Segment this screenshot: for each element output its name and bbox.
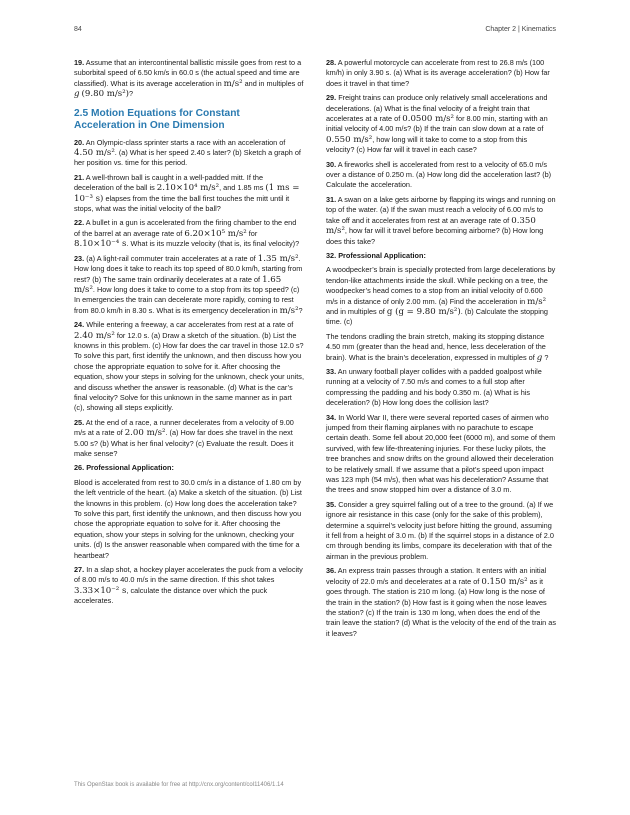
problem-20: 20. An Olympic-class sprinter starts a race with an acceleration of 4.50 m/s². (a) What is her speed 2.40 s later? (b) Sketch a graph of her position vs. time for this period. bbox=[74, 137, 301, 168]
problem-22: 22. A bullet in a gun is accelerated from the firing chamber to the end of the barrel at an average rate of 6.20×10⁵ m/s² for 8.10×10⁻⁴ s. What is its muzzle velocity (that is, its final velocity)? bbox=[74, 218, 300, 250]
problem-35: 35. Consider a grey squirrel falling out of a tree to the ground. (a) If we ignore air resistance in this case (only for the sake of this problem), determine a squirrel’s velocity just before hitting the ground, assuming it fell from a height of 3.0 m. (b) If the squirrel stops in a distance of 2.0 cm through bending its limbs, compare its deceleration with that of the airman in the previous problem. bbox=[326, 499, 554, 561]
problem-30: 30. A fireworks shell is accelerated from rest to a velocity of 65.0 m/s over a distance of 0.250 m. (a) How long did the acceleration last? (b) Calculate the acceleration. bbox=[326, 159, 552, 190]
problem-34: 34. In World War II, there were several reported cases of airmen who jumped from their flaming airplanes with no parachute to escape certain death. Some fell about 20,000 feet (6000 m), and some of them survived, with few life-threatening injuries. For these lucky pilots, the tree branches and snow drifts on the ground allowed their deceleration to be relatively small. If we assume that a pilot’s speed upon impact was 123 mph (54 m/s), then what was his deceleration? Assume that the trees and snow stopped him over a distance of 3.0 m. bbox=[326, 412, 556, 495]
problem-26: Blood is accelerated from rest to 30.0 cm/s in a distance of 1.80 cm by the left ventricle of the heart. (a) Make a sketch of the situation. (b) List the knowns in this problem. (c) How long does the acceleration take? To solve this part, first identify the unknown, and then discuss how you chose the appropriate equation to solve for it. After choosing the equation, show your steps in solving for the unknown, checking your units. (d) Is the answer reasonable when compared with the time for a heartbeat? bbox=[74, 477, 302, 560]
problem-25: 25. At the end of a race, a runner decelerates from a velocity of 9.00 m/s at a rate of 2.00 m/s². (a) How far does she travel in the next 5.00 s? (b) What is her final velocity? (c) Evaluate the result. Does it make sense? bbox=[74, 417, 294, 458]
problem-24: 24. While entering a freeway, a car accelerates from rest at a rate of 2.40 m/s² for 12.0 s. (a) Draw a sketch of the situation. (b) List the knowns in this problem. (c) How far does the car travel in those 12.0 s? To solve this part, first identify the unknown, and then discuss how you chose the appropriate equation to solve for it. After choosing the equation, show your steps in solving for the unknown, check your units, and discuss whether the answer is reasonable. (d) What is the car’s final velocity? Solve for this unknown in the same manner as in part (c), showing all steps explicitly. bbox=[74, 320, 304, 413]
problem-29: 29. Freight trains can produce only relatively small accelerations and decelerations. (a) What is the final velocity of a freight train that accelerates at a rate of 0.0500 m/s² for 8.00 min, starting with an initial velocity of 4.00 m/s? (b) If the train can slow down at a rate of 0.550 m/s², how long will it take to come to a stop from this velocity? (c) How far will it travel in each case? bbox=[326, 93, 548, 155]
problem-27: 27. In a slap shot, a hockey player accelerates the puck from a velocity of 8.00 m/s to 40.0 m/s in the same direction. If this shot takes 3.33×10⁻² s, calculate the distance over which the puck accelerates. bbox=[74, 565, 303, 606]
problem-32: A woodpecker’s brain is specially protected from large decelerations by tendon-like attachments inside the skull. While pecking on a tree, the woodpecker’s head comes to a stop from an initial velocity of 0.600 m/s in a distance of only 2.00 mm. (a) Find the acceleration in m/s² and in multiples of g (g = 9.80 m/s²). (b) Calculate the stopping time. (c) bbox=[326, 265, 556, 327]
problem-33: 33. An unwary football player collides with a padded goalpost while running at a velocity of 7.50 m/s and comes to a full stop after compressing the padding and his body 0.350 m. (a) What is his deceleration? (b) How long does the collision last? bbox=[326, 366, 542, 408]
right-column bbox=[326, 58, 556, 643]
problem-32-continued: The tendons cradling the brain stretch, making its stopping distance 4.50 mm (greater than the head and, hence, less deceleration of the brain). What is the brain’s deceleration, expressed in multiples of g ? bbox=[326, 331, 549, 363]
problem-31: 31. A swan on a lake gets airborne by flapping its wings and running on top of the water. (a) If the swan must reach a velocity of 6.00 m/s to take off and it accelerates from rest at an average rate of 0.350 m/s², how far will it travel before becoming airborne? (b) How long does this take? bbox=[326, 194, 556, 246]
problem-26-heading: 26. Professional Application: bbox=[74, 463, 174, 473]
problem-28: 28. A powerful motorcycle can accelerate from rest to 26.8 m/s (100 km/h) in only 3.90 s. (a) What is its average acceleration? (b) How far does it travel in that time? bbox=[326, 58, 550, 88]
section-heading: 2.5 Motion Equations for Constant Acceleration in One Dimension bbox=[74, 107, 240, 131]
problem-23: 23. (a) A light-rail commuter train accelerates at a rate of 1.35 m/s². How long does it take to reach its top speed of 80.0 km/h, starting from rest? (b) The same train ordinarily decelerates at a rate of 1.65 m/s². How long does it take to come to a stop from its top speed? (c) In emergencies the train can decelerate more rapidly, coming to rest from 80.0 km/h in 8.30 s. What is its emergency deceleration in m/s²? bbox=[74, 253, 303, 316]
problem-21: 21. A well-thrown ball is caught in a well-padded mitt. If the deceleration of the ball is 2.10×10⁴ m/s², and 1.85 ms (1 ms = 10⁻³ s) elapses from the time the ball first touches the mitt until it stops, what was the initial velocity of the ball? bbox=[74, 172, 300, 214]
problem-32-heading: 32. Professional Application: bbox=[326, 250, 426, 260]
page-header bbox=[74, 26, 556, 33]
left-column bbox=[74, 58, 304, 611]
problem-36: 36. An express train passes through a station. It enters with an initial velocity of 22.0 m/s and decelerates at a rate of 0.150 m/s² as it goes through. The station is 210 m long. (a) How long is the nose of the train in the station? (b) How fast is it going when the nose leaves the station? (c) If the train is 130 m long, when does the end of the train leave the station? (d) What is the velocity of the end of the train as it leaves? bbox=[326, 566, 556, 638]
page-footer: This OpenStax book is available for free at http://cnx.org/content/col11406/1.14 bbox=[74, 782, 284, 788]
page-number: 84 bbox=[74, 26, 82, 33]
chapter-title: Chapter 2 | Kinematics bbox=[485, 26, 556, 33]
problem-19: 19. Assume that an intercontinental ballistic missile goes from rest to a suborbital speed of 6.50 km/s in 60.0 s (the actual speed and time are classified). What is its average acceleration in m/s² and in multiples of g (9.80 m/s²)? bbox=[74, 58, 304, 100]
